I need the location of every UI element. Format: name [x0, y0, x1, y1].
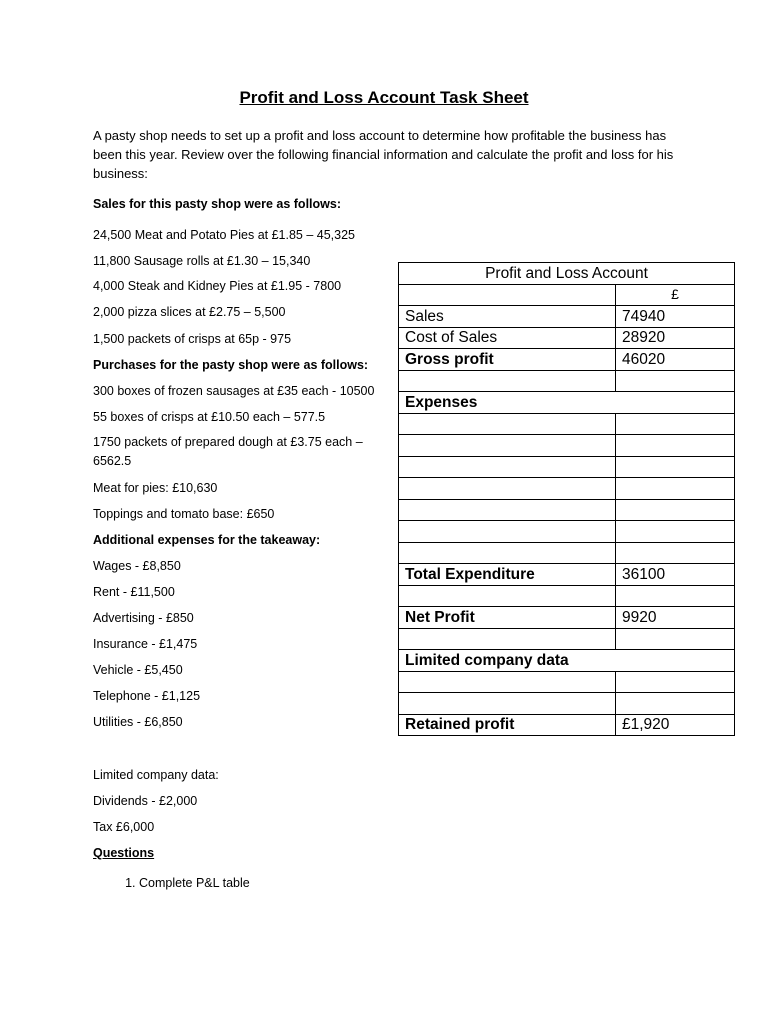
table-cell — [399, 478, 616, 500]
expenses-label: Expenses — [399, 392, 735, 414]
table-row — [399, 564, 735, 586]
sales-heading: Sales for this pasty shop were as follows: — [93, 197, 341, 211]
expense-item: Utilities - £6,850 — [93, 715, 183, 729]
table-cell — [399, 284, 616, 306]
sales-item: 2,000 pizza slices at £2.75 – 5,500 — [93, 305, 286, 319]
table-cell — [616, 456, 735, 478]
table-cell — [616, 478, 735, 500]
gross-profit-label: Gross profit — [399, 349, 616, 371]
expense-item: Rent - £11,500 — [93, 585, 175, 599]
table-title: Profit and Loss Account — [399, 263, 735, 285]
table-row — [399, 370, 735, 392]
cost-of-sales-value: 28920 — [616, 327, 735, 349]
table-cell — [399, 435, 616, 457]
table-row — [399, 306, 735, 328]
retained-profit-value: £1,920 — [616, 714, 735, 736]
purchase-item: Meat for pies: £10,630 — [93, 481, 218, 495]
total-expenditure-label: Total Expenditure — [399, 564, 616, 586]
expenses-heading: Additional expenses for the takeaway: — [93, 533, 321, 547]
purchase-item: 1750 packets of prepared dough at £3.75 each – 6562.5 — [93, 435, 363, 468]
expense-item: Telephone - £1,125 — [93, 689, 201, 703]
retained-profit-label: Retained profit — [399, 714, 616, 736]
table-cell — [399, 585, 616, 607]
question-item: 1. Complete P&L table — [139, 874, 250, 893]
currency-header: £ — [616, 284, 735, 306]
purchase-item: 55 boxes of crisps at £10.50 each – 577.5 — [93, 410, 326, 424]
sales-item: 11,800 Sausage rolls at £1.30 – 15,340 — [93, 254, 311, 268]
table-row — [399, 650, 735, 672]
table-row — [399, 693, 735, 715]
sales-item: 24,500 Meat and Potato Pies at £1.85 – 45,325 — [93, 228, 356, 242]
table-cell — [616, 435, 735, 457]
table-cell — [399, 628, 616, 650]
table-cell — [616, 585, 735, 607]
table-cell — [399, 542, 616, 564]
table-cell — [616, 521, 735, 543]
table-row — [399, 607, 735, 629]
expense-item: Vehicle - £5,450 — [93, 663, 183, 677]
table-cell — [399, 499, 616, 521]
table-row — [399, 671, 735, 693]
table-cell — [616, 693, 735, 715]
table-row — [399, 327, 735, 349]
expense-item: Wages - £8,850 — [93, 559, 181, 573]
dividends-item: Dividends - £2,000 — [93, 794, 198, 808]
sales-label: Sales — [399, 306, 616, 328]
purchase-item: Toppings and tomato base: £650 — [93, 507, 275, 521]
table-cell — [399, 456, 616, 478]
intro-paragraph: A pasty shop needs to set up a profit and loss account to determine how profitable the business has been this year. Review over the following financial information and calculate the profit and loss for his business: — [93, 128, 674, 181]
table-cell — [616, 628, 735, 650]
table-row — [399, 521, 735, 543]
table-row — [399, 392, 735, 414]
limited-company-label: Limited company data — [399, 650, 735, 672]
table-cell — [399, 521, 616, 543]
table-cell — [399, 693, 616, 715]
table-row — [399, 284, 735, 306]
table-row — [399, 456, 735, 478]
table-row — [399, 628, 735, 650]
expense-item: Insurance - £1,475 — [93, 637, 198, 651]
limited-company-heading: Limited company data: — [93, 768, 219, 782]
table-cell — [616, 413, 735, 435]
table-cell — [399, 370, 616, 392]
table-row — [399, 263, 735, 285]
table-row — [399, 714, 735, 736]
page-title: Profit and Loss Account Task Sheet — [239, 88, 529, 107]
table-row — [399, 413, 735, 435]
table-row — [399, 435, 735, 457]
questions-list — [93, 874, 250, 893]
table-cell — [399, 671, 616, 693]
profit-loss-table — [398, 262, 735, 736]
table-row — [399, 585, 735, 607]
sales-value: 74940 — [616, 306, 735, 328]
table-cell — [616, 370, 735, 392]
expense-item: Advertising - £850 — [93, 611, 194, 625]
total-expenditure-value: 36100 — [616, 564, 735, 586]
table-row — [399, 542, 735, 564]
table-cell — [616, 499, 735, 521]
sales-item: 1,500 packets of crisps at 65p - 975 — [93, 332, 292, 346]
net-profit-label: Net Profit — [399, 607, 616, 629]
purchase-item: 300 boxes of frozen sausages at £35 each - 10500 — [93, 384, 375, 398]
questions-heading: Questions — [93, 846, 155, 860]
table-row — [399, 349, 735, 371]
cost-of-sales-label: Cost of Sales — [399, 327, 616, 349]
table-cell — [616, 671, 735, 693]
net-profit-value: 9920 — [616, 607, 735, 629]
table-row — [399, 478, 735, 500]
table-cell — [399, 413, 616, 435]
sales-item: 4,000 Steak and Kidney Pies at £1.95 - 7800 — [93, 279, 342, 293]
table-row — [399, 499, 735, 521]
tax-item: Tax £6,000 — [93, 820, 155, 834]
table-cell — [616, 542, 735, 564]
purchases-heading: Purchases for the pasty shop were as follows: — [93, 358, 369, 372]
gross-profit-value: 46020 — [616, 349, 735, 371]
